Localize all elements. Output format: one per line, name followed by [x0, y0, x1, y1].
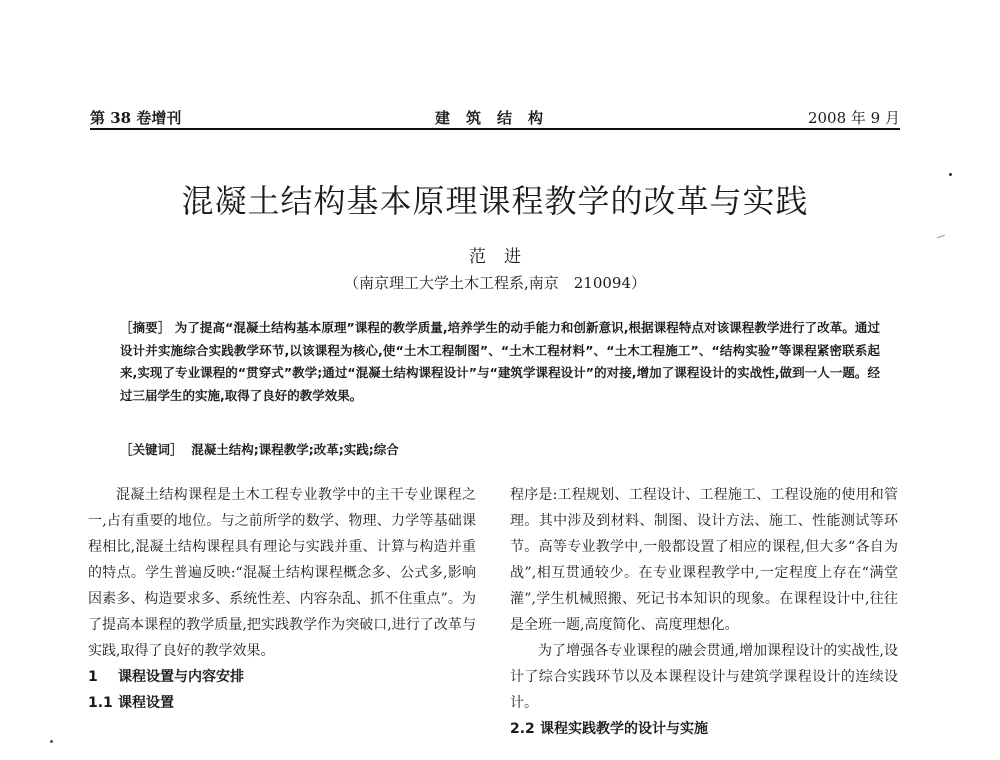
- author-affiliation: （南京理工大学土木工程系,南京 210094）: [343, 274, 647, 292]
- journal-name: 建筑结构: [435, 109, 560, 127]
- keywords-text: 混凝土结构;课程教学;改革;实践;综合: [191, 442, 399, 457]
- section-2-2-heading: [510, 716, 898, 742]
- abstract-label: ［摘要］: [120, 320, 171, 335]
- scan-speck: [949, 173, 952, 176]
- section-2-2-title: 课程实践教学的设计与实施: [540, 721, 708, 737]
- issue-date: 2008 年 9 月: [807, 109, 900, 127]
- section-1-number: 1: [88, 669, 98, 685]
- scan-speck: [50, 740, 53, 743]
- abstract-text: 为了提高“混凝土结构基本原理”课程的教学质量,培养学生的动手能力和创新意识,根据课程特点对该课程教学进行了改革。通过设计并实施综合实践教学环节,以该课程为核心,使“土木工程制图”、“土木工程材料”、“土木工程施工”、“结构实验”等课程紧密联系起来,实现了专业课程的“贯穿式”教学;通过“混凝土结构课程设计”与“建筑学课程设计”的对接,增加了课程设计的实战性,做到一人一题。经过三届学生的实施,取得了良好的教学效果。: [120, 320, 880, 403]
- running-header: [90, 104, 900, 130]
- section-1-1-title: 课程设置: [118, 695, 174, 711]
- intro-paragraph: 混凝土结构课程是土木工程专业教学中的主干专业课程之一,占有重要的地位。与之前所学的数学、物理、力学等基础课程相比,混凝土结构课程具有理论与实践并重、计算与构造并重的特点。学生普遍反映:“混凝土结构课程概念多、公式多,影响因素多、构造要求多、系统性差、内容杂乱、抓不住重点”。为了提高本课程的教学质量,把实践教学作为突破口,进行了改革与实践,取得了良好的教学效果。: [88, 487, 476, 659]
- journal-volume: 第 38 卷增刊: [90, 109, 182, 127]
- author-name: 范进: [469, 247, 539, 267]
- body-column-left: [88, 482, 476, 716]
- section-1-title: 课程设置与内容安排: [118, 669, 244, 685]
- keywords-label: ［关键词］: [120, 442, 183, 457]
- keywords-block: [120, 440, 399, 460]
- section-2-2-number: 2.2: [510, 721, 535, 737]
- section-1-1-number: 1.1: [88, 695, 113, 711]
- abstract-block: [120, 317, 880, 407]
- continued-paragraph: 程序是:工程规划、工程设计、工程施工、工程设施的使用和管理。其中涉及到材料、制图、设计方法、施工、性能测试等环节。高等专业教学中,一般都设置了相应的课程,但大多“各自为战”,相互贯通较少。在专业课程教学中,一定程度上存在“满堂灌”,学生机械照搬、死记书本知识的现象。在课程设计中,往往是全班一题,高度简化、高度理想化。: [510, 487, 898, 633]
- paper-title: 混凝土结构基本原理课程教学的改革与实践: [181, 182, 809, 220]
- scan-mark: [937, 235, 945, 239]
- section-1-1-heading: [88, 690, 476, 716]
- practice-paragraph: 为了增强各专业课程的融会贯通,增加课程设计的实战性,设计了综合实践环节以及本课程设计与建筑学课程设计的连续设计。: [510, 643, 898, 711]
- body-column-right: [510, 482, 898, 742]
- section-1-heading: [88, 664, 476, 690]
